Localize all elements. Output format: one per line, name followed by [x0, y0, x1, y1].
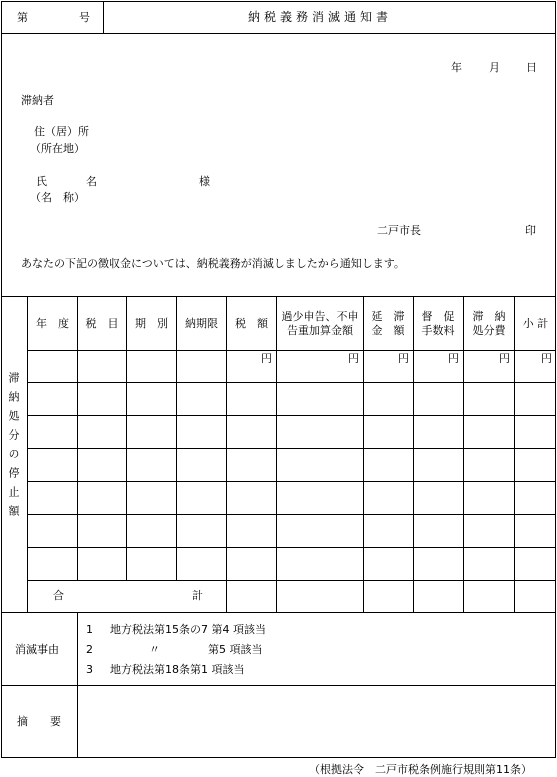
- col-header-tax-amount: 税 額: [235, 316, 268, 330]
- yen-unit-late-fee: 円: [398, 352, 409, 365]
- col-divider-8: [463, 296, 464, 612]
- honorific-label: 様: [199, 175, 210, 188]
- form-frame: [1, 1, 556, 758]
- col-header-period: 期 別: [135, 316, 168, 330]
- yen-unit-tax: 円: [261, 352, 272, 365]
- yen-unit-disposition-cost: 円: [499, 352, 510, 365]
- number-label-right: 号: [79, 11, 90, 24]
- reason-3-number: 3: [86, 663, 93, 676]
- number-label-left: 第: [17, 11, 28, 24]
- col-header-disposition-cost: 滞 納 処分費: [472, 309, 517, 337]
- col-divider-7: [413, 296, 414, 612]
- col-header-late-fee: 延 滞 金 額: [371, 309, 416, 337]
- legal-basis-footer: （根拠法令 二戸市税条例施行規則第11条）: [309, 763, 532, 776]
- reason-1-number: 1: [86, 623, 93, 636]
- remarks-label: 摘 要: [17, 715, 61, 728]
- total-label-right: 計: [192, 589, 203, 602]
- issuer-seal: 印: [525, 224, 536, 237]
- delinquent-label: 滞納者: [21, 94, 54, 107]
- table-row-line-7: [27, 580, 556, 581]
- notice-text: あなたの下記の徴収金については、納税義務が消滅しましたから通知します。: [21, 257, 405, 270]
- address-label: 住（居）所: [34, 125, 89, 138]
- name-label-first: 氏: [36, 175, 47, 188]
- issuer-title: 二戸市長: [377, 224, 421, 237]
- date-year-label: 年: [451, 61, 462, 74]
- table-row-line-4: [27, 481, 556, 482]
- col-header-fiscal-year: 年 度: [36, 316, 69, 330]
- reason-2-ditto: 〃: [149, 643, 160, 656]
- date-day-label: 日: [526, 61, 537, 74]
- location-label: （所在地）: [30, 142, 85, 155]
- col-divider-6: [363, 296, 364, 612]
- yen-unit-subtotal: 円: [541, 352, 552, 365]
- reason-2-text: 第5 項該当: [208, 643, 263, 656]
- date-month-label: 月: [489, 61, 500, 74]
- reason-1-text: 地方税法第15条の7 第4 項該当: [110, 623, 266, 636]
- reason-2-number: 2: [86, 643, 93, 656]
- table-bottom-line: [1, 612, 556, 613]
- table-row-line-6: [27, 547, 556, 548]
- table-row-line-5: [27, 514, 556, 515]
- col-header-due-date: 納期限: [185, 316, 218, 330]
- col-header-demand-fee: 督 促 手数料: [421, 309, 466, 337]
- table-row-line-3: [27, 448, 556, 449]
- table-row-line-2: [27, 415, 556, 416]
- col-header-subtotal: 小 計: [522, 316, 549, 330]
- reason-3-text: 地方税法第18条第1 項該当: [110, 663, 245, 676]
- suspension-amount-label: 滞納処分の停止額: [7, 372, 20, 524]
- total-label-left: 合: [53, 589, 64, 602]
- yen-unit-demand-fee: 円: [448, 352, 459, 365]
- col-divider-5: [276, 296, 277, 612]
- col-header-penalty-tax: 過少申告、不申告重加算金額: [281, 309, 359, 337]
- entity-name-label: （名 称）: [30, 191, 85, 204]
- table-row-line-1: [27, 382, 556, 383]
- name-label-second: 名: [86, 175, 97, 188]
- header-divider: [1, 33, 556, 34]
- form-title: 納税義務消滅通知書: [248, 10, 393, 24]
- reasons-label: 消滅事由: [15, 643, 59, 656]
- table-header-bottom: [27, 350, 556, 351]
- col-header-tax-item: 税 目: [85, 316, 119, 330]
- yen-unit-penalty: 円: [348, 352, 359, 365]
- reasons-bottom-line: [1, 685, 556, 686]
- header-number-divider: [103, 1, 104, 33]
